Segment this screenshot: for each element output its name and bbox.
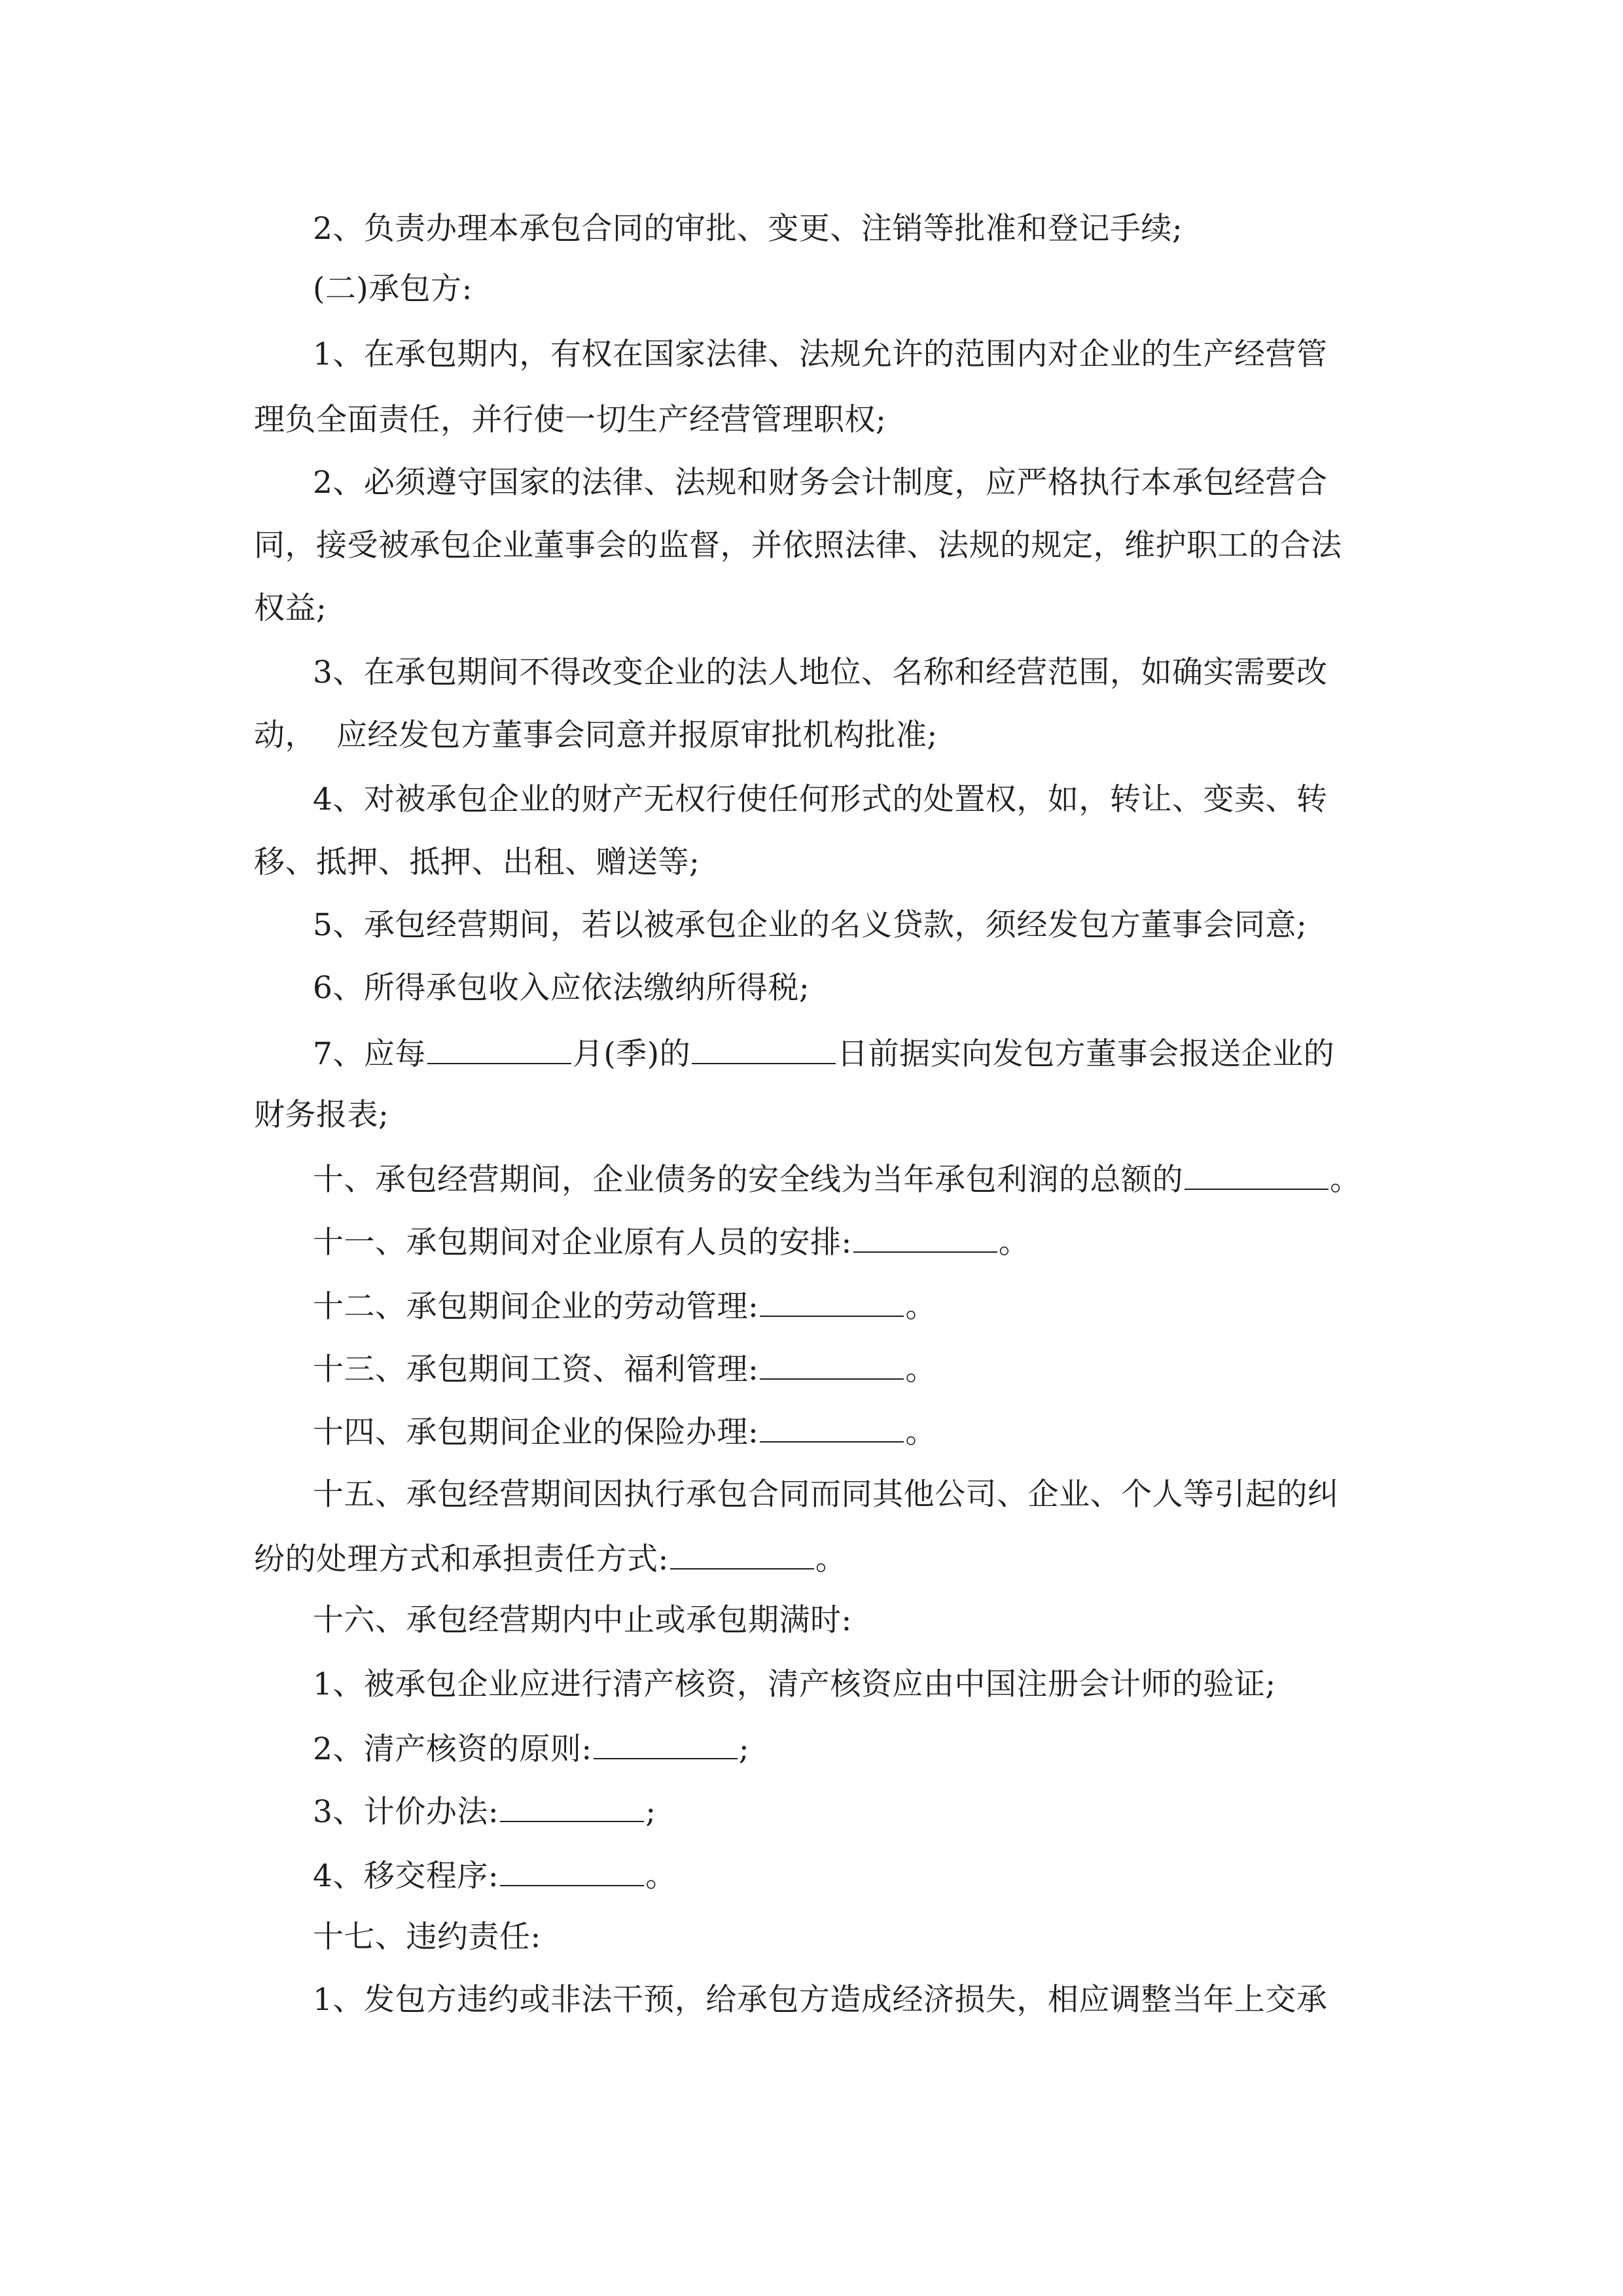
text-line [313,1665,1276,1704]
text-run: 6、所得承包收入应依法缴纳所得税; [313,970,810,1006]
section-heading [313,270,473,309]
text-line [313,1348,936,1390]
fill-in-blank[interactable] [670,1538,814,1570]
text-line [254,401,886,440]
text-run: 十六、承包经营期内中止或承包期满时: [313,1602,852,1638]
text-line [254,843,700,882]
text-run: 。 [645,1858,677,1894]
text-line [313,1158,1361,1200]
text-run: 2、负责办理本承包合同的审批、变更、注销等批准和登记手续; [313,211,1183,247]
fill-in-blank[interactable] [760,1285,904,1317]
text-run: 1、在承包期内，有权在国家法律、法规允许的范围内对企业的生产经营管 [313,336,1328,372]
text-run: 4、对被承包企业的财产无权行使任何形式的处置权，如，转让、变卖、转 [313,781,1328,817]
text-line [313,335,1327,374]
text-line [313,1411,936,1452]
text-run: 理负全面责任，并行使一切生产经营管理职权; [254,402,887,438]
text-run: 7、应每 [313,1036,426,1072]
text-run: 。 [905,1352,936,1388]
section-heading [313,1918,541,1957]
text-run: 2、必须遵守国家的法律、法规和财务会计制度，应严格执行本承包经营合 [313,465,1328,501]
text-run: (二)承包方: [313,271,473,307]
text-run: 财务报表; [254,1097,389,1133]
text-run: 同，接受被承包企业董事会的监督，并依照法律、法规的规定，维护职工的合法 [254,528,1342,564]
text-run: 1、发包方违约或非法干预，给承包方造成经济损失，相应调整当年上交承 [313,1982,1328,2018]
text-run: 5、承包经营期间，若以被承包企业的名义贷款，须经发包方董事会同意; [313,907,1308,943]
text-run: 十一、承包期间对企业原有人员的安排: [313,1225,852,1261]
fill-in-blank[interactable] [760,1348,904,1380]
text-line [313,906,1307,945]
text-run: 2、清产核资的原则: [313,1731,592,1767]
fill-in-blank[interactable] [594,1728,738,1759]
text-line [313,1285,936,1327]
text-line [313,1033,1334,1074]
text-line [254,716,938,755]
text-line [313,1221,1029,1263]
text-line [313,1791,656,1832]
text-run: 。 [905,1414,936,1450]
text-run: 。 [1330,1162,1361,1198]
text-line [313,1855,677,1896]
text-line [254,526,1342,565]
text-run: 4、移交程序: [313,1858,499,1894]
fill-in-blank[interactable] [692,1033,836,1064]
fill-in-blank[interactable] [500,1855,644,1886]
text-run: 权益; [254,590,327,626]
fill-in-blank[interactable] [1185,1158,1329,1190]
text-run: 。 [905,1289,936,1325]
text-line [313,1475,1339,1515]
text-run: 3、计价办法: [313,1794,499,1830]
text-run: 十七、违约责任: [313,1919,541,1955]
fill-in-blank[interactable] [500,1791,644,1822]
text-run: 十五、承包经营期间因执行承包合同而同其他公司、企业、个人等引起的纠 [313,1477,1339,1513]
text-line [313,1981,1327,2020]
text-line [313,1728,749,1769]
text-run: ; [645,1794,656,1830]
text-run: 移、抵押、抵押、出租、赠送等; [254,844,700,880]
text-run: 十三、承包期间工资、福利管理: [313,1352,759,1388]
text-line [254,1538,846,1579]
text-line [313,463,1327,503]
text-run: 月(季)的 [572,1036,691,1072]
text-line [313,969,810,1008]
text-run: 日前据实向发包方董事会报送企业的 [837,1036,1335,1072]
text-line [313,209,1183,249]
text-line [313,780,1327,819]
text-run: 。 [815,1541,847,1577]
fill-in-blank[interactable] [853,1221,997,1253]
text-run: 动， 应经发包方董事会同意并报原审批机构批准; [254,717,938,753]
text-run: 1、被承包企业应进行清产核资，清产核资应由中国注册会计师的验证; [313,1666,1276,1702]
text-run: 3、在承包期间不得改变企业的法人地位、名称和经营范围，如确实需要改 [313,655,1328,691]
fill-in-blank[interactable] [760,1411,904,1443]
fill-in-blank[interactable] [427,1033,571,1064]
text-line [254,589,327,628]
text-run: 十二、承包期间企业的劳动管理: [313,1289,759,1325]
text-line [313,1601,852,1640]
text-run: 十四、承包期间企业的保险办理: [313,1414,759,1450]
text-run: 十、承包经营期间，企业债务的安全线为当年承包利润的总额的 [313,1162,1183,1198]
text-run: 。 [998,1225,1030,1261]
text-line [313,653,1327,692]
text-line [254,1096,389,1135]
text-run: 纷的处理方式和承担责任方式: [254,1541,669,1577]
text-run: ; [738,1731,750,1767]
